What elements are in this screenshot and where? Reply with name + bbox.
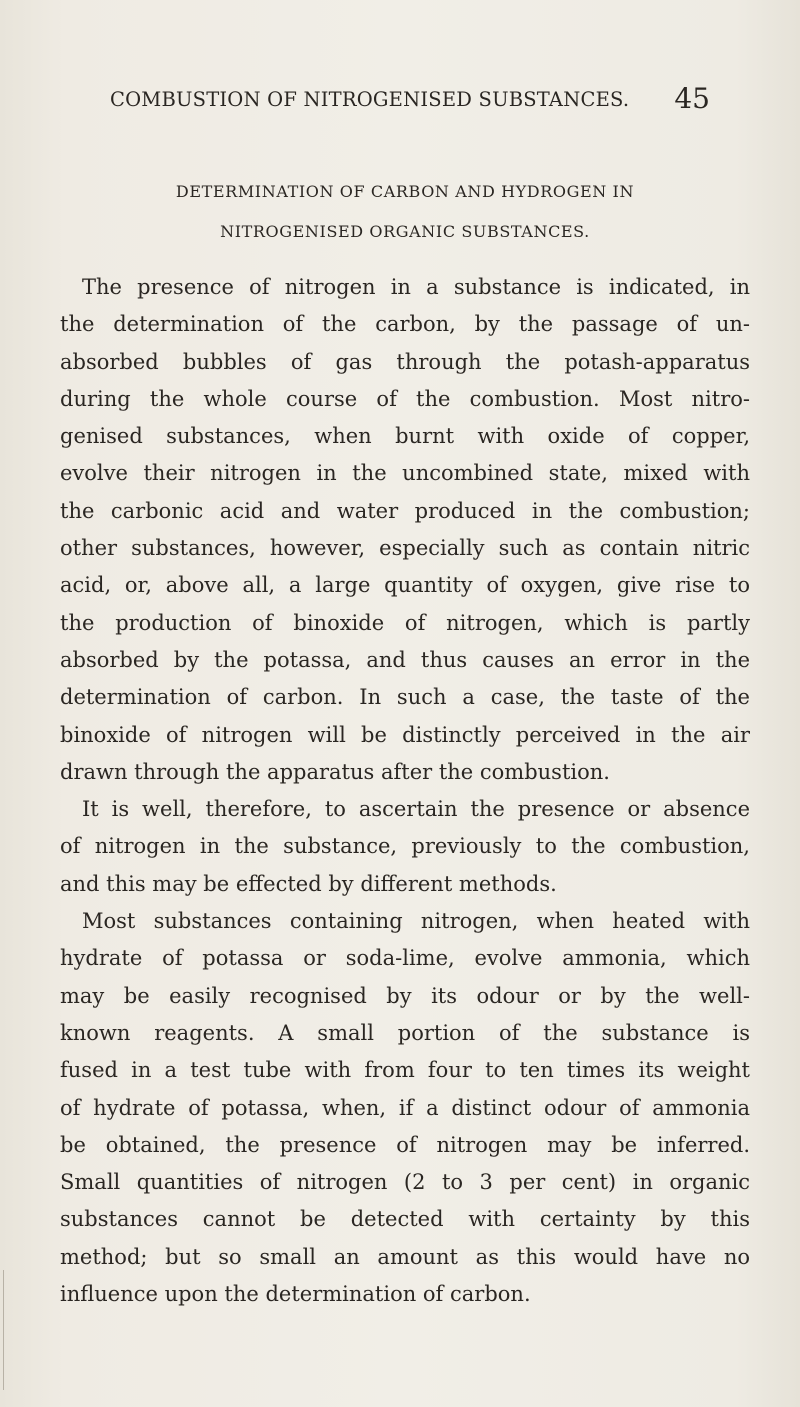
text-line: influence upon the determination of carbon.: [60, 1282, 531, 1307]
running-title: COMBUSTION OF NITROGENISED SUBSTANCES.: [110, 88, 630, 111]
text-line: determination of carbon. In such a case, the taste of the: [60, 685, 750, 710]
text-line: may be easily recognised by its odour or by the well-: [60, 983, 750, 1008]
text-line: The presence of nitrogen in a substance is indicated, in: [82, 275, 750, 299]
text-line: It is well, therefore, to ascertain the presence or absence: [82, 797, 750, 822]
body-text: [60, 269, 750, 1313]
page-number: 45: [674, 82, 710, 115]
text-line: method; but so small an amount as this would have no: [60, 1244, 750, 1269]
section-heading-line: DETERMINATION OF CARBON AND HYDROGEN IN: [175, 182, 635, 201]
text-line: binoxide of nitrogen will be distinctly perceived in the air: [60, 722, 750, 747]
text-line: hydrate of potassa or soda-lime, evolve ammonia, which: [60, 946, 750, 971]
text-line: drawn through the apparatus after the combustion.: [60, 759, 610, 784]
text-line: other substances, however, especially such as contain nitric: [60, 536, 750, 561]
text-line: the production of binoxide of nitrogen, which is partly: [60, 610, 750, 635]
section-heading-line: NITROGENISED ORGANIC SUBSTANCES.: [220, 222, 590, 241]
text-line: of hydrate of potassa, when, if a distinct odour of ammonia: [60, 1095, 750, 1120]
text-line: acid, or, above all, a large quantity of oxygen, give rise to: [60, 573, 750, 598]
text-line: and this may be effected by different methods.: [60, 871, 557, 896]
text-line: of nitrogen in the substance, previously to the combustion,: [60, 834, 750, 859]
text-line: Most substances containing nitrogen, when heated with: [82, 909, 750, 934]
text-line: absorbed bubbles of gas through the potash-apparatus: [60, 349, 750, 374]
page-edge-mark: [3, 1270, 4, 1390]
text-line: absorbed by the potassa, and thus causes an error in the: [60, 647, 750, 672]
text-line: during the whole course of the combustion. Most nitro-: [60, 386, 750, 411]
running-head: [110, 82, 710, 116]
text-line: the carbonic acid and water produced in the combustion;: [60, 498, 750, 523]
text-line: the determination of the carbon, by the passage of un-: [60, 312, 750, 337]
section-heading: [60, 172, 750, 252]
text-line: substances cannot be detected with certainty by this: [60, 1207, 750, 1232]
text-line: known reagents. A small portion of the substance is: [60, 1020, 750, 1045]
text-line: evolve their nitrogen in the uncombined state, mixed with: [60, 461, 750, 486]
text-line: Small quantities of nitrogen (2 to 3 per cent) in organic: [60, 1170, 750, 1195]
text-line: genised substances, when burnt with oxide of copper,: [60, 424, 750, 449]
text-line: be obtained, the presence of nitrogen may be inferred.: [60, 1132, 750, 1157]
text-line: fused in a test tube with from four to ten times its weight: [60, 1058, 750, 1083]
